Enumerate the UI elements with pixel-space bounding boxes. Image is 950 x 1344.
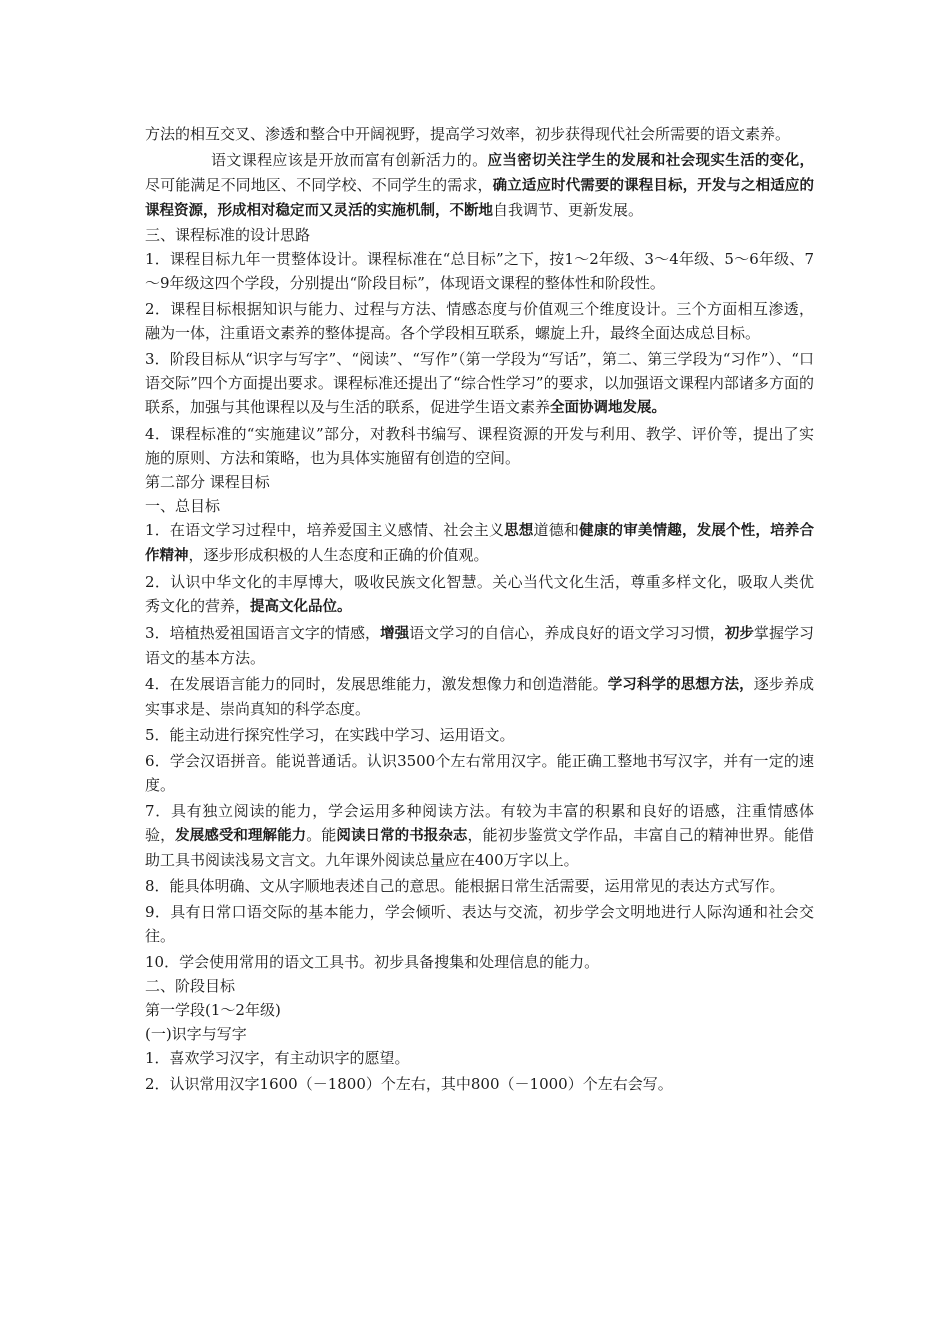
bold-text: 增强 (380, 626, 410, 642)
stage-item-2: 2．认识常用汉字1600（－1800）个左右，其中800（－1000）个左右会写。 (145, 1075, 673, 1093)
bold-text: 发展感受和理解能力 (175, 828, 307, 844)
text-run: 方法的相互交叉、渗透和整合中开阔视野，提高学习效率，初步获得现代社会所需要的语文素养。 (145, 125, 791, 143)
text-run: 语文学习的自信心，养成良好的语文学习习惯， (409, 624, 725, 642)
text-run: 4．在发展语言能力的同时，发展思维能力，激发想像力和创造潜能。 (145, 675, 608, 693)
goal-item-2 (145, 570, 814, 619)
goal-item-9: 9．具有日常口语交际的基本能力，学会倾听、表达与交流，初步学会文明地进行人际沟通和社会交往。 (145, 903, 814, 945)
goal-item-6: 6．学会汉语拼音。能说普通话。认识3500个左右常用汉字。能正确工整地书写汉字，并有一定的速度。 (145, 752, 814, 794)
design-item-2: 2．课程目标根据知识与能力、过程与方法、情感态度与价值观三个维度设计。三个方面相互渗透，融为一体，注重语文素养的整体提高。各个学段相互联系，螺旋上升，最终全面达成总目标。 (145, 300, 814, 342)
heading-first-stage: 第一学段(1～2年级) (145, 1001, 281, 1019)
design-item-4: 4．课程标准的“实施建议”部分，对教科书编写、课程资源的开发与利用、教学、评价等，提出了实施的原则、方法和策略，也为具体实施留有创造的空间。 (145, 425, 814, 467)
bold-text: 思想 (504, 523, 534, 539)
bold-text: 应当密切关注学生的发展和社会现实生活的变化， (487, 153, 814, 169)
text-run: 逐步养成实事求是、崇尚真知的科学态度。 (145, 675, 815, 718)
bold-text: 阅读日常的书报杂志 (336, 828, 468, 844)
goal-item-10: 10．学会使用常用的语文工具书。初步具备搜集和处理信息的能力。 (145, 953, 600, 971)
text-run: 。能 (306, 826, 337, 844)
goal-item-5: 5．能主动进行探究性学习，在实践中学习、运用语文。 (145, 726, 515, 744)
heading-literacy-writing: (一)识字与写字 (145, 1025, 247, 1043)
paragraph-intro-end (145, 122, 814, 146)
paragraph-open-curriculum (145, 148, 814, 223)
design-item-3 (145, 347, 814, 420)
heading-overall-goals: 一、总目标 (145, 497, 221, 515)
bold-text: 学习科学的思想方法， (607, 677, 754, 693)
text-run: 1．在语文学习过程中，培养爱国主义感情、社会主义 (145, 521, 505, 539)
text-run: 2．认识中华文化的丰厚博大，吸收民族文化智慧。关心当代文化生活，尊重多样文化，吸取人类优秀文化的营养， (145, 573, 814, 615)
text-run: ，能初步鉴赏文学作品，丰富自己的精神世界。能借助工具书阅读浅易文言文。九年课外阅读总量应在400万字以上。 (145, 826, 814, 869)
text-run: 3．阶段目标从“识字与写字”、“阅读”、“写作”（第一学段为“写话”，第二、第三学段为“习作”）、“口语交际”四个方面提出要求。课程标准还提出了“综合性学习”的要求，以加强语文课程内部诸多方面的联系，加强与其他课程以及与生活的联系，促进学生语文素养 (145, 350, 814, 416)
goal-item-7 (145, 799, 814, 872)
design-item-1: 1．课程目标九年一贯整体设计。课程标准在“总目标”之下，按1～2年级、3～4年级、5～6年级、7～9年级这四个学段，分别提出“阶段目标”，体现语文课程的整体性和阶段性。 (145, 250, 814, 292)
text-run: 自我调节、更新发展。 (493, 201, 644, 219)
bold-text: 初步 (724, 626, 754, 642)
goal-item-4 (145, 672, 814, 721)
goal-item-3 (145, 621, 814, 670)
text-run: 语文课程应该是开放而富有创新活力的。 (211, 151, 488, 169)
heading-part-two: 第二部分 课程目标 (145, 473, 270, 491)
text-run: 3．培植热爱祖国语言文字的情感， (145, 624, 381, 642)
heading-design-ideas: 三、课程标准的设计思路 (145, 226, 311, 244)
bold-text: 确立适应时代需要的课程目标，开发与之相适应的课程资源，形成相对稳定而又灵活的实施机制，不断地 (145, 178, 814, 219)
text-run: 掌握学习语文的基本方法。 (145, 624, 815, 667)
stage-item-1: 1．喜欢学习汉字，有主动识字的愿望。 (145, 1049, 410, 1067)
goal-item-8: 8．能具体明确、文从字顺地表述自己的意思。能根据日常生活需要，运用常见的表达方式写作。 (145, 877, 785, 895)
heading-stage-goals: 二、阶段目标 (145, 977, 236, 995)
bold-text: 健康的审美情趣，发展个性，培养合作精神 (145, 523, 815, 564)
text-run: 7．具有独立阅读的能力，学会运用多种阅读方法。有较为丰富的积累和良好的语感，注重情感体验， (145, 802, 814, 844)
text-run: 道德和 (533, 521, 580, 539)
text-run: 尽可能满足不同地区、不同学校、不同学生的需求， (145, 176, 493, 194)
goal-item-1 (145, 518, 814, 568)
bold-text: 提高文化品位。 (250, 599, 352, 615)
bold-text: 全面协调地发展。 (550, 400, 667, 416)
text-run: ，逐步形成积极的人生态度和正确的价值观。 (188, 546, 489, 564)
